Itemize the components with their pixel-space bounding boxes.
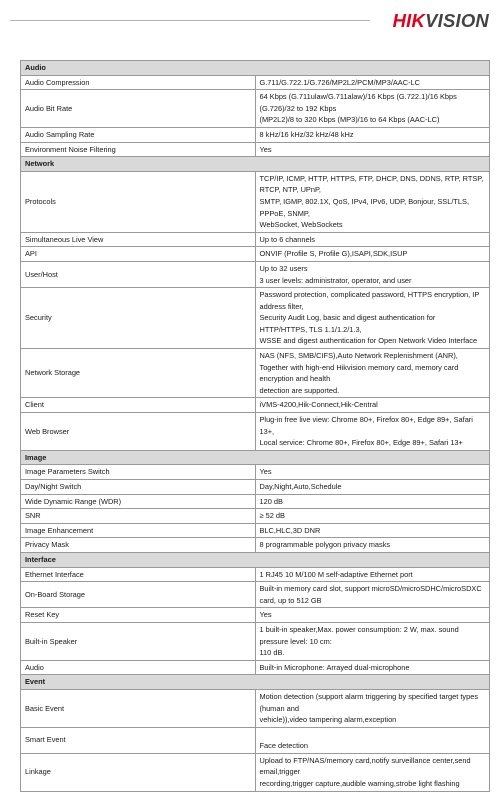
section-header-row [21, 552, 490, 567]
spec-row [21, 480, 490, 495]
spec-row [21, 523, 490, 538]
spec-value-line: Password protection, complicated password, HTTPS encryption, IP address filter, [259, 290, 480, 311]
specification-table-body [21, 61, 490, 792]
spec-value [255, 288, 490, 349]
spec-label: Web Browser [21, 413, 256, 451]
spec-value-line: ≥ 52 dB [259, 511, 285, 521]
spec-label: On-Board Storage [21, 582, 256, 608]
spec-value [255, 567, 490, 582]
section-title: Network [21, 157, 490, 172]
spec-value-line: 8 programmable polygon privacy masks [259, 540, 391, 550]
spec-value-line: BLC,HLC,3D DNR [259, 525, 321, 535]
spec-label: Smart Event [21, 727, 256, 753]
spec-value [255, 247, 490, 262]
spec-label: Simultaneous Live View [21, 232, 256, 247]
spec-row [21, 398, 490, 413]
spec-row [21, 494, 490, 509]
spec-row [21, 288, 490, 349]
spec-value [255, 261, 490, 287]
spec-label: Audio Sampling Rate [21, 127, 256, 142]
logo-text-hik: HIK [392, 10, 426, 31]
spec-value [255, 232, 490, 247]
spec-row [21, 349, 490, 398]
spec-value-line: TCP/IP, ICMP, HTTP, HTTPS, FTP, DHCP, DNS, DDNS, RTP, RTSP, RTCP, NTP, UPnP, [259, 173, 484, 195]
spec-label: Image Enhancement [21, 523, 256, 538]
spec-value [255, 689, 490, 727]
spec-value-line: Upload to FTP/NAS/memory card,notify surveillance center,send email,trigger [259, 755, 471, 777]
specification-table [20, 60, 490, 792]
spec-row [21, 608, 490, 623]
spec-value-line: 110 dB. [259, 648, 285, 658]
spec-label: Day/Night Switch [21, 480, 256, 495]
spec-value-line: SMTP, IGMP, 802.1X, QoS, IPv4, IPv6, UDP, Bonjour, SSL/TLS, PPPoE, SNMP, [259, 196, 469, 218]
spec-value-line: 120 dB [259, 496, 283, 506]
spec-value-line: 1 built-in speaker,Max. power consumption: 2 W, max. sound pressure level: 10 cm: [259, 624, 459, 646]
spec-row [21, 261, 490, 287]
spec-value [255, 90, 490, 128]
spec-value [255, 753, 490, 791]
spec-label: Privacy Mask [21, 538, 256, 553]
spec-value-line: 3 user levels: administrator, operator, and user [259, 275, 412, 285]
spec-label: Basic Event [21, 689, 256, 727]
page-header [0, 0, 497, 44]
section-title: Event [21, 675, 490, 690]
spec-label: Audio Compression [21, 75, 256, 90]
spec-label: Built-in Speaker [21, 622, 256, 660]
spec-value-line: G.711/G.722.1/G.726/MP2L2/PCM/MP3/AAC-LC [259, 77, 420, 87]
spec-value [255, 127, 490, 142]
spec-value [255, 608, 490, 623]
section-header-row [21, 157, 490, 172]
spec-row [21, 247, 490, 262]
spec-value-line: NAS (NFS, SMB/CIFS),Auto Network Replenishment (ANR), [259, 351, 458, 361]
spec-value-line: Yes [259, 467, 272, 477]
section-header-row [21, 450, 490, 465]
spec-value-line: Up to 32 users [259, 263, 308, 273]
spec-row [21, 567, 490, 582]
spec-row [21, 538, 490, 553]
spec-value [255, 538, 490, 553]
spec-value [255, 413, 490, 451]
spec-label: Security [21, 288, 256, 349]
spec-label: API [21, 247, 256, 262]
spec-value-line: (MP2L2)/8 to 320 Kbps (MP3)/16 to 64 Kbps (AAC-LC) [259, 115, 440, 125]
spec-row [21, 127, 490, 142]
spec-value [255, 142, 490, 157]
spec-row [21, 90, 490, 128]
spec-label: SNR [21, 509, 256, 524]
spec-value-line: 8 kHz/16 kHz/32 kHz/48 kHz [259, 129, 354, 139]
spec-value-line: Plug-in free live view: Chrome 80+, Firefox 80+, Edge 89+, Safari 13+, [259, 415, 473, 436]
spec-row [21, 660, 490, 675]
spec-value [255, 582, 490, 608]
section-header-row [21, 675, 490, 690]
spec-value-line: Day,Night,Auto,Schedule [259, 482, 342, 491]
hikvision-logo [393, 10, 489, 32]
spec-label: User/Host [21, 261, 256, 287]
spec-value [255, 509, 490, 524]
spec-label: Wide Dynamic Range (WDR) [21, 494, 256, 509]
spec-value [255, 75, 490, 90]
spec-label: Ethernet Interface [21, 567, 256, 582]
spec-value-line: Yes [259, 610, 272, 620]
spec-value [255, 465, 490, 480]
spec-value-line: ONVIF (Profile S, Profile G),ISAPI,SDK,ISUP [259, 249, 408, 259]
spec-value-line: Face detection [259, 741, 308, 751]
spec-value-line [260, 729, 486, 741]
spec-value-line: Built-in memory card slot, support microSD/microSDHC/microSDXC card, up to 512 GB [259, 584, 482, 605]
spec-value [255, 171, 490, 232]
spec-label: Audio Bit Rate [21, 90, 256, 128]
spec-label: Reset Key [21, 608, 256, 623]
spec-label: Audio [21, 660, 256, 675]
spec-row [21, 413, 490, 451]
spec-value [255, 349, 490, 398]
spec-row [21, 142, 490, 157]
spec-label: Network Storage [21, 349, 256, 398]
section-header-row [21, 61, 490, 76]
spec-value-line: iVMS-4200,Hik-Connect,Hik-Central [259, 400, 378, 410]
section-title: Interface [21, 552, 490, 567]
spec-value-line: Up to 6 channels [259, 234, 315, 244]
spec-row [21, 622, 490, 660]
spec-value-line: 1 RJ45 10 M/100 M self-adaptive Ethernet port [259, 569, 413, 579]
spec-value-line: WebSocket, WebSockets [259, 220, 343, 230]
spec-label: Linkage [21, 753, 256, 791]
spec-value-line: Security Audit Log, basic and digest authentication for HTTP/HTTPS, TLS 1.1/1.2/1.3, [259, 313, 436, 334]
header-rule [10, 20, 370, 21]
spec-value-line: Together with high-end Hikvision memory card, memory card encryption and health [259, 362, 459, 384]
section-title: Audio [21, 61, 490, 76]
spec-row [21, 75, 490, 90]
spec-value-line: Built-in Microphone: Arrayed dual-microphone [259, 662, 410, 672]
spec-row [21, 509, 490, 524]
spec-value [255, 398, 490, 413]
spec-value [255, 480, 490, 495]
spec-row [21, 232, 490, 247]
spec-label: Protocols [21, 171, 256, 232]
spec-value-line: Local service: Chrome 80+, Firefox 80+, Edge 89+, Safari 13+ [259, 438, 463, 448]
spec-value-line: recording,trigger capture,audible warning,strobe light flashing [259, 779, 460, 789]
spec-label: Environment Noise Filtering [21, 142, 256, 157]
spec-row [21, 465, 490, 480]
spec-value-line: Yes [259, 144, 272, 154]
spec-label: Client [21, 398, 256, 413]
section-title: Image [21, 450, 490, 465]
spec-row [21, 582, 490, 608]
spec-value [255, 622, 490, 660]
spec-value-line: vehicle)),video tampering alarm,exception [259, 715, 397, 725]
spec-row [21, 689, 490, 727]
spec-row [21, 753, 490, 791]
spec-label: Image Parameters Switch [21, 465, 256, 480]
spec-row [21, 727, 490, 753]
spec-value [255, 494, 490, 509]
spec-value-line: detection are supported. [259, 385, 340, 395]
spec-row [21, 171, 490, 232]
spec-value-line: Motion detection (support alarm triggering by specified target types (human and [259, 691, 479, 713]
spec-value [255, 523, 490, 538]
spec-value [255, 727, 490, 753]
spec-value-line: WSSE and digest authentication for Open Network Video Interface [259, 336, 478, 346]
spec-value-line: 64 Kbps (G.711ulaw/G.711alaw)/16 Kbps (G.722.1)/16 Kbps (G.726)/32 to 192 Kbps [259, 92, 457, 113]
spec-value [255, 660, 490, 675]
logo-text-vision: VISION [425, 10, 489, 31]
